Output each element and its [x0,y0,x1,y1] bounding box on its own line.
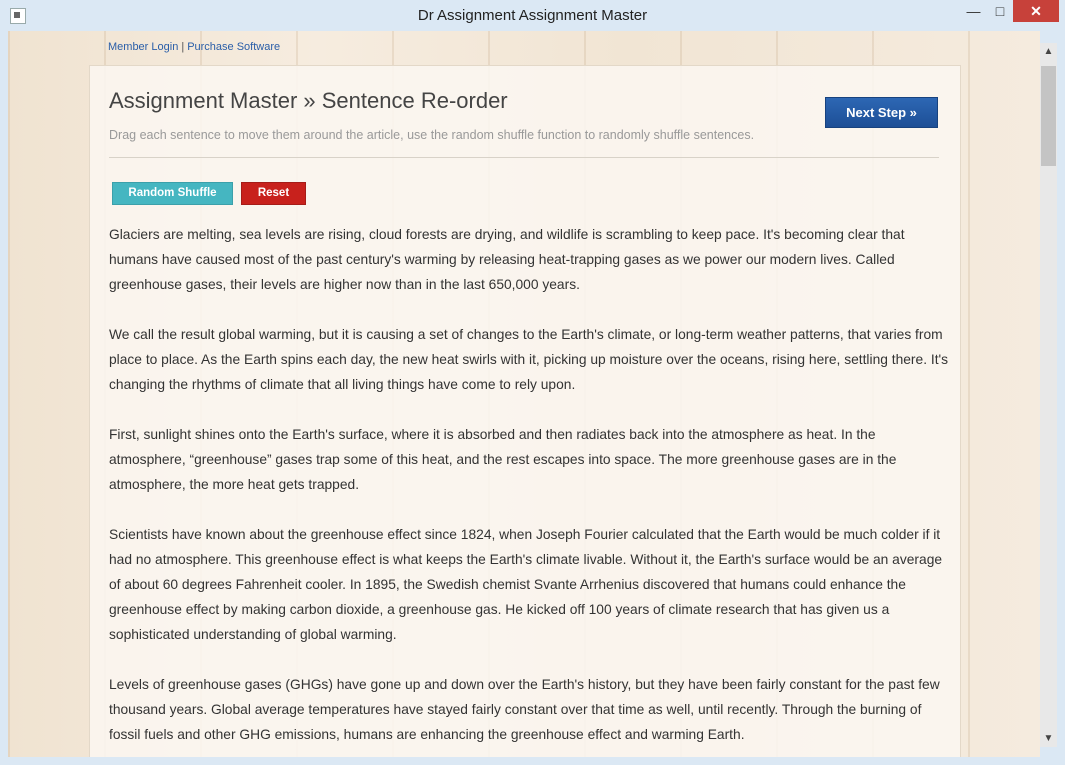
reset-button[interactable]: Reset [241,182,306,205]
title-bar [0,0,1065,31]
next-step-button[interactable]: Next Step » [825,97,938,128]
minimize-button[interactable]: — [966,3,981,19]
page-subtitle: Drag each sentence to move them around the article, use the random shuffle function to randomly shuffle sentences. [109,128,755,142]
top-nav [108,41,280,53]
article-paragraph[interactable]: Glaciers are melting, sea levels are rising, cloud forests are drying, and wildlife is scrambling to keep pace. It's becoming clear that humans have caused most of the past century's warming by releasing heat-trapping gases as we power our modern lives. Called greenhouse gases, their levels are higher now than in the last 650,000 years. [109,227,905,292]
member-login-link[interactable]: Member Login [108,41,179,53]
random-shuffle-button[interactable]: Random Shuffle [112,182,233,205]
article-paragraph[interactable]: Scientists have known about the greenhouse effect since 1824, when Joseph Fourier calculated that the Earth would be much colder if it had no atmosphere. This greenhouse effect is what keeps the Earth's climate livable. Without it, the Earth's surface would be an average of about 60 degrees Fahrenheit cooler. In 1895, the Swedish chemist Svante Arrhenius discovered that humans could enhance the greenhouse effect by making carbon dioxide, a greenhouse gas. He kicked off 100 years of climate research that has given us a sophisticated understanding of global warming. [109,527,943,642]
purchase-software-link[interactable]: Purchase Software [187,41,281,53]
content-area [8,31,1040,757]
page-title: Assignment Master » Sentence Re-order [109,88,508,113]
window-title: Dr Assignment Assignment Master [417,7,648,24]
divider [109,157,939,158]
scroll-up-icon[interactable]: ▲ [1043,46,1054,57]
main-panel [89,65,961,757]
close-button[interactable]: ✕ [1013,0,1059,22]
vertical-scrollbar[interactable] [1040,43,1057,747]
scroll-thumb[interactable] [1041,66,1056,166]
nav-separator: | [181,41,185,53]
article-paragraph[interactable]: We call the result global warming, but it is causing a set of changes to the Earth's climate, or long-term weather patterns, that varies from place to place. As the Earth spins each day, the new heat swirls with it, picking up moisture over the oceans, rising here, settling there. It's changing the rhythms of climate that all living things have come to rely upon. [109,327,949,392]
scroll-down-icon[interactable]: ▼ [1043,733,1054,744]
maximize-button[interactable]: □ [995,3,1005,19]
article-paragraph[interactable]: First, sunlight shines onto the Earth's surface, where it is absorbed and then radiates back into the atmosphere as heat. In the atmosphere, “greenhouse” gases trap some of this heat, and the rest escapes into space. The more greenhouse gases are in the atmosphere, the more heat gets trapped. [109,427,897,492]
article-body [109,222,949,757]
article-paragraph[interactable]: Levels of greenhouse gases (GHGs) have gone up and down over the Earth's history, but they have been fairly constant for the past few thousand years. Global average temperatures have stayed fairly constant over that time as well, until recently. Through the burning of fossil fuels and other GHG emissions, humans are enhancing the greenhouse effect and warming Earth. [109,677,940,742]
